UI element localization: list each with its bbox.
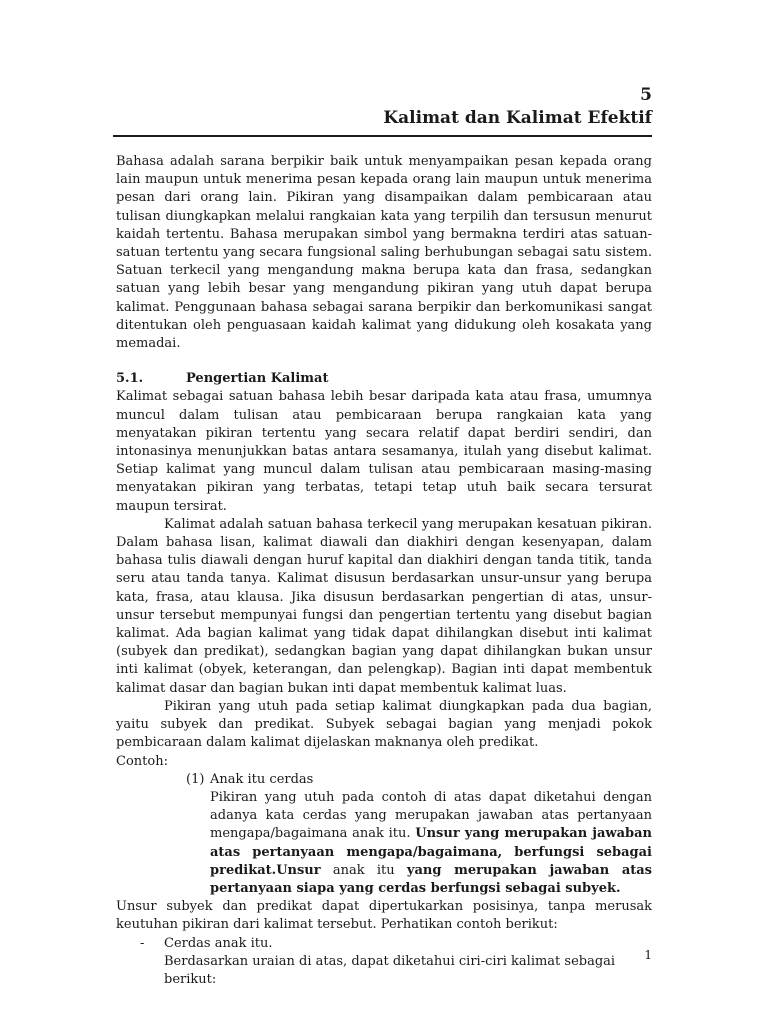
dash-marker: - — [140, 935, 145, 951]
dash-item-text: Cerdas anak itu. — [164, 935, 273, 951]
example-sentence: Anak itu cerdas — [210, 771, 314, 787]
section-paragraph-2: Kalimat adalah satuan bahasa terkecil yang merupakan kesatuan pikiran. Dalam bahasa lisan, kalimat diawali dan diakhiri dengan kesenyapan, dalam bahasa tulis diawali dengan huruf kapital dan diakhiri dengan tanda titik, tanda seru atau tanda tanya. Kalimat disusun berdasarkan unsur-unsur yang berupa kata, frasa, atau klausa. Jika disusun berdasarkan pengertian di atas, unsur-unsur tersebut mempunyai fungsi dan pengertian tertentu yang disebut bagian kalimat. Ada bagian kalimat yang tidak dapat dihilangkan disebut inti kalimat (subyek dan predikat), sedangkan bagian yang dapat dihilangkan bukan unsur inti kalimat (obyek, keterangan, dan pelengkap). Bagian inti dapat membentuk kalimat dasar dan bagian bukan inti dapat membentuk kalimat luas. — [116, 516, 652, 696]
closing-line: Berdasarkan uraian di atas, dapat diketahui ciri-ciri kalimat sebagai berikut: — [164, 953, 616, 987]
dash-list-item — [116, 935, 652, 953]
section-paragraph-4: Unsur subyek dan predikat dapat dipertukarkan posisinya, tanpa merusak keutuhan pikiran dari kalimat tersebut. Perhatikan contoh berikut: — [116, 899, 652, 933]
section-paragraph-1: Kalimat sebagai satuan bahasa lebih besar daripada kata atau frasa, umumnya muncul dalam tulisan atau pembicaraan berupa rangkaian kata yang menyatakan pikiran tertentu yang secara relatif dapat berdiri sendiri, dan intonasinya menunjukkan batas antara sesamanya, itulah yang disebut kalimat. Setiap kalimat yang muncul dalam tulisan atau pembicaraan masing-masing menyatakan pikiran yang terbatas, tetapi tetap utuh baik secara tersurat maupun tersirat. — [116, 389, 652, 514]
document-page — [116, 84, 652, 989]
chapter-title: Kalimat dan Kalimat Efektif — [383, 108, 652, 128]
chapter-divider — [113, 135, 652, 137]
chapter-number: 5 — [640, 85, 652, 105]
intro-paragraph: Bahasa adalah sarana berpikir baik untuk menyampaikan pesan kepada orang lain maupun untuk menerima pesan kepada orang lain maupun untuk menerima pesan dari orang lain. Pikiran yang disampaikan dalam pembicaraan atau tulisan diungkapkan melalui rangkaian kata yang terpilih dan tersusun menurut kaidah tertentu. Bahasa merupakan simbol yang bermakna terdiri atas satuan-satuan tertentu yang secara fungsional saling berhubungan sebagai satu sistem. Satuan terkecil yang mengandung makna berupa kata dan frasa, sedangkan satuan yang lebih besar yang mengandung pikiran yang utuh dapat berupa kalimat. Penggunaan bahasa sebagai sarana berpikir dan berkomunikasi sangat ditentukan oleh penguasaan kaidah kalimat yang didukung oleh kosakata yang memadai. — [116, 154, 652, 352]
contoh-label: Contoh: — [116, 753, 168, 769]
example-explain-a: Pikiran yang utuh pada contoh di atas dapat diketahui dengan adanya kata cerdas yang merupakan jawaban atas pertanyaan mengapa/bagaimana anak itu. — [210, 789, 652, 842]
section-title: Pengertian Kalimat — [186, 371, 329, 387]
example-enum: (1) — [186, 771, 205, 787]
example-explain-c: anak itu — [320, 862, 407, 878]
section-number: 5.1. — [116, 371, 144, 387]
section-heading — [116, 370, 652, 388]
example-item — [186, 771, 652, 789]
example-explain-b: Unsur yang merupakan jawaban atas pertanyaan mengapa/bagaimana, berfungsi sebagai predikat.Unsur — [210, 826, 652, 878]
example-explanation — [210, 789, 652, 898]
example-explain-d: yang merupakan jawaban atas pertanyaan siapa yang cerdas berfungsi sebagai subyek. — [210, 862, 652, 896]
section-paragraph-3: Pikiran yang utuh pada setiap kalimat diungkapkan pada dua bagian, yaitu subyek dan predikat. Subyek sebagai bagian yang menjadi pokok pembicaraan dalam kalimat dijelaskan maknanya oleh predikat. — [116, 698, 652, 751]
page-number: 1 — [644, 948, 652, 962]
